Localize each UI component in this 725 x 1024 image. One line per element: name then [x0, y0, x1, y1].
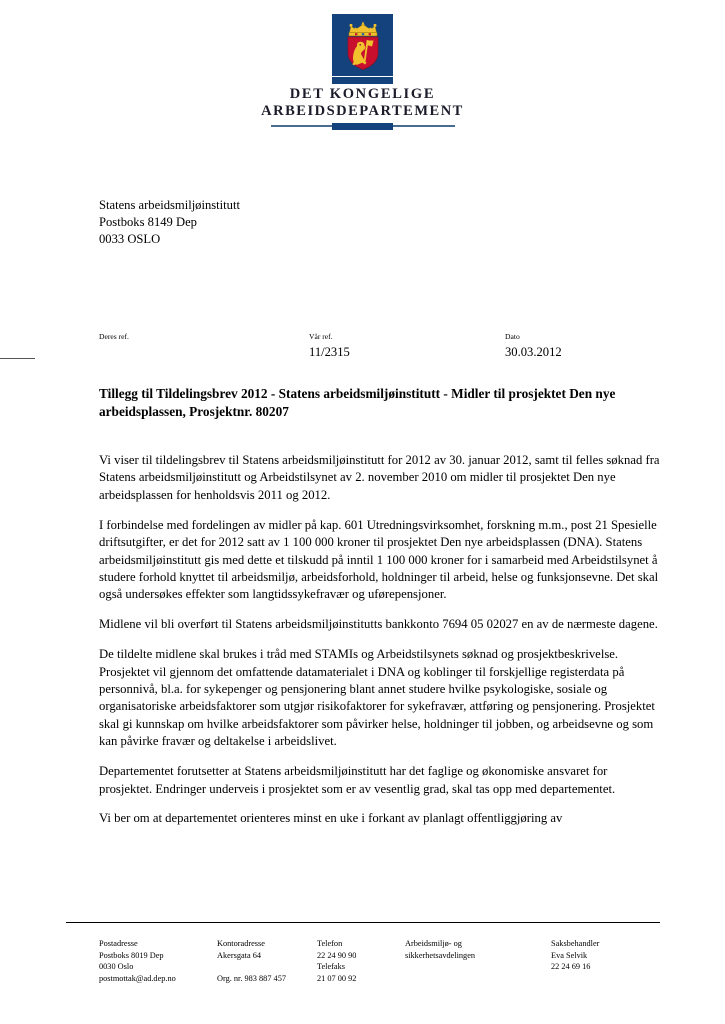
footer-column-line: 22 24 69 16: [551, 962, 591, 972]
footer-column: [317, 938, 405, 985]
reference-dato: [505, 331, 562, 360]
reference-deres-ref: [99, 331, 129, 344]
footer-column-line: Akersgata 64: [217, 950, 262, 960]
footer-divider: [66, 922, 660, 923]
body-paragraph: Vi viser til tildelingsbrev til Statens arbeidsmiljøinstitutt for 2012 av 30. januar 2012, samt til felles søknad fra Statens arbeidsmiljøinstitutt og Arbeidstilsynet av 2. november 2010 om midler til prosjektet Den nye arbeidsplassen for henholdsvis 2011 og 2012.: [99, 453, 660, 502]
crest-backdrop: [332, 14, 393, 76]
recipient-address: [99, 197, 240, 249]
wordmark-thick-bar: [332, 123, 393, 130]
footer-column-heading: Telefon: [317, 939, 343, 948]
dato-label: Dato: [505, 332, 520, 341]
footer-column-line: Org. nr. 983 887 457: [217, 974, 286, 984]
footer-column-heading: Postadresse: [99, 939, 138, 948]
footer-column-line: postmottak@ad.dep.no: [99, 974, 176, 984]
body-paragraph: Departementet forutsetter at Statens arbeidsmiljøinstitutt har det faglige og økonomiske ansvaret for prosjektet. Endringer underveis i prosjektet som er av vesentlig grad, skal tas opp med departementet.: [99, 764, 616, 796]
footer-column: [405, 938, 551, 985]
body-paragraph: De tildelte midlene skal brukes i tråd med STAMIs og Arbeidstilsynets søknad og prosjektbeskrivelse. Prosjektet vil gjennom det omfattende datamaterialet i DNA og koblinger til forskjellige registerdata på personnivå, bl.a. for sykepenger og pensjonering blant annet studere hvilke psykologiske, sosiale og organisatoriske arbeidsfaktorer som utgjør risikofaktorer for sykefravær, attføring og pensjonering. Prosjektet skal gi kunnskap om hvilke arbeidsfaktorer som påvirker helse, holdninger til jobben, og arbeidsevne og som kan påvirke fravær og deltakelse i arbeidslivet.: [99, 647, 655, 749]
deres-ref-label: Deres ref.: [99, 332, 129, 341]
letter-subject: Tillegg til Tildelingsbrev 2012 - Statens arbeidsmiljøinstitutt - Midler til prosjektet Den nye arbeidsplassen, Prosjektnr. 80207: [99, 386, 616, 419]
dato-value: 30.03.2012: [505, 345, 562, 359]
department-wordmark: [263, 77, 463, 131]
var-ref-value: 11/2315: [309, 345, 350, 359]
footer-column: [551, 938, 661, 985]
footer-column: [217, 938, 317, 985]
footer-spacer: [405, 973, 551, 985]
footer-column-heading: Kontoradresse: [217, 939, 265, 948]
footer-column-line: Telefaks: [317, 962, 345, 972]
wordmark-top-bar: [332, 77, 393, 84]
footer-spacer: [405, 961, 551, 973]
letterhead: [0, 14, 725, 131]
footer-column-line: Eva Selvik: [551, 950, 588, 960]
footer-column-line: 21 07 00 92: [317, 974, 357, 984]
margin-tick-mark: [0, 358, 35, 359]
footer-column-heading: Arbeidsmiljø- og: [405, 939, 462, 948]
letter-body: [99, 452, 660, 828]
recipient-po-box: Postboks 8149 Dep: [99, 215, 197, 230]
norwegian-royal-coat-of-arms-icon: [342, 19, 384, 71]
footer-column-line: sikkerhetsavdelingen: [405, 950, 476, 960]
footer-column-line: Postboks 8019 Dep: [99, 950, 164, 960]
body-paragraph: I forbindelse med fordelingen av midler på kap. 601 Utredningsvirksomhet, forskning m.m., post 21 Spesielle driftsutgifter, er det for 2012 satt av 1 100 000 kroner til prosjektet Den nye arbeidsplassen (DNA). Statens arbeidsmiljøinstitutt gis med dette et tilskudd på inntil 1 100 000 kroner for i samarbeid med Arbeidstilsynet å studere forhold knyttet til arbeidsmiljø, arbeidsforhold, holdninger til arbeid, helse og funksjonsevne. Det skal også undersøkes effekter som langtidssykefravær og uførepensjoner.: [99, 517, 659, 602]
body-paragraph: Vi ber om at departementet orienteres minst en uke i forkant av planlagt offentliggjøring av: [99, 811, 563, 826]
reference-var-ref: [309, 331, 350, 360]
wordmark-line-2: ARBEIDSDEPARTEMENT: [261, 103, 464, 120]
body-paragraph: Midlene vil bli overført til Statens arbeidsmiljøinstitutts bankkonto 7694 05 02027 en av de nærmeste dagene.: [99, 617, 658, 632]
footer-column-heading: Saksbehandler: [551, 939, 600, 948]
footer-spacer: [551, 973, 661, 985]
footer-column: [99, 938, 217, 985]
recipient-name: Statens arbeidsmiljøinstitutt: [99, 198, 240, 212]
footer-spacer: [217, 961, 317, 973]
wordmark-line-1: DET KONGELIGE: [289, 86, 436, 102]
footer-column-line: 22 24 90 90: [317, 950, 357, 960]
wordmark-bottom-rule: [271, 123, 455, 131]
footer-column-line: 0030 Oslo: [99, 962, 134, 972]
var-ref-label: Vår ref.: [309, 332, 333, 341]
recipient-postal-city: 0033 OSLO: [99, 232, 161, 247]
